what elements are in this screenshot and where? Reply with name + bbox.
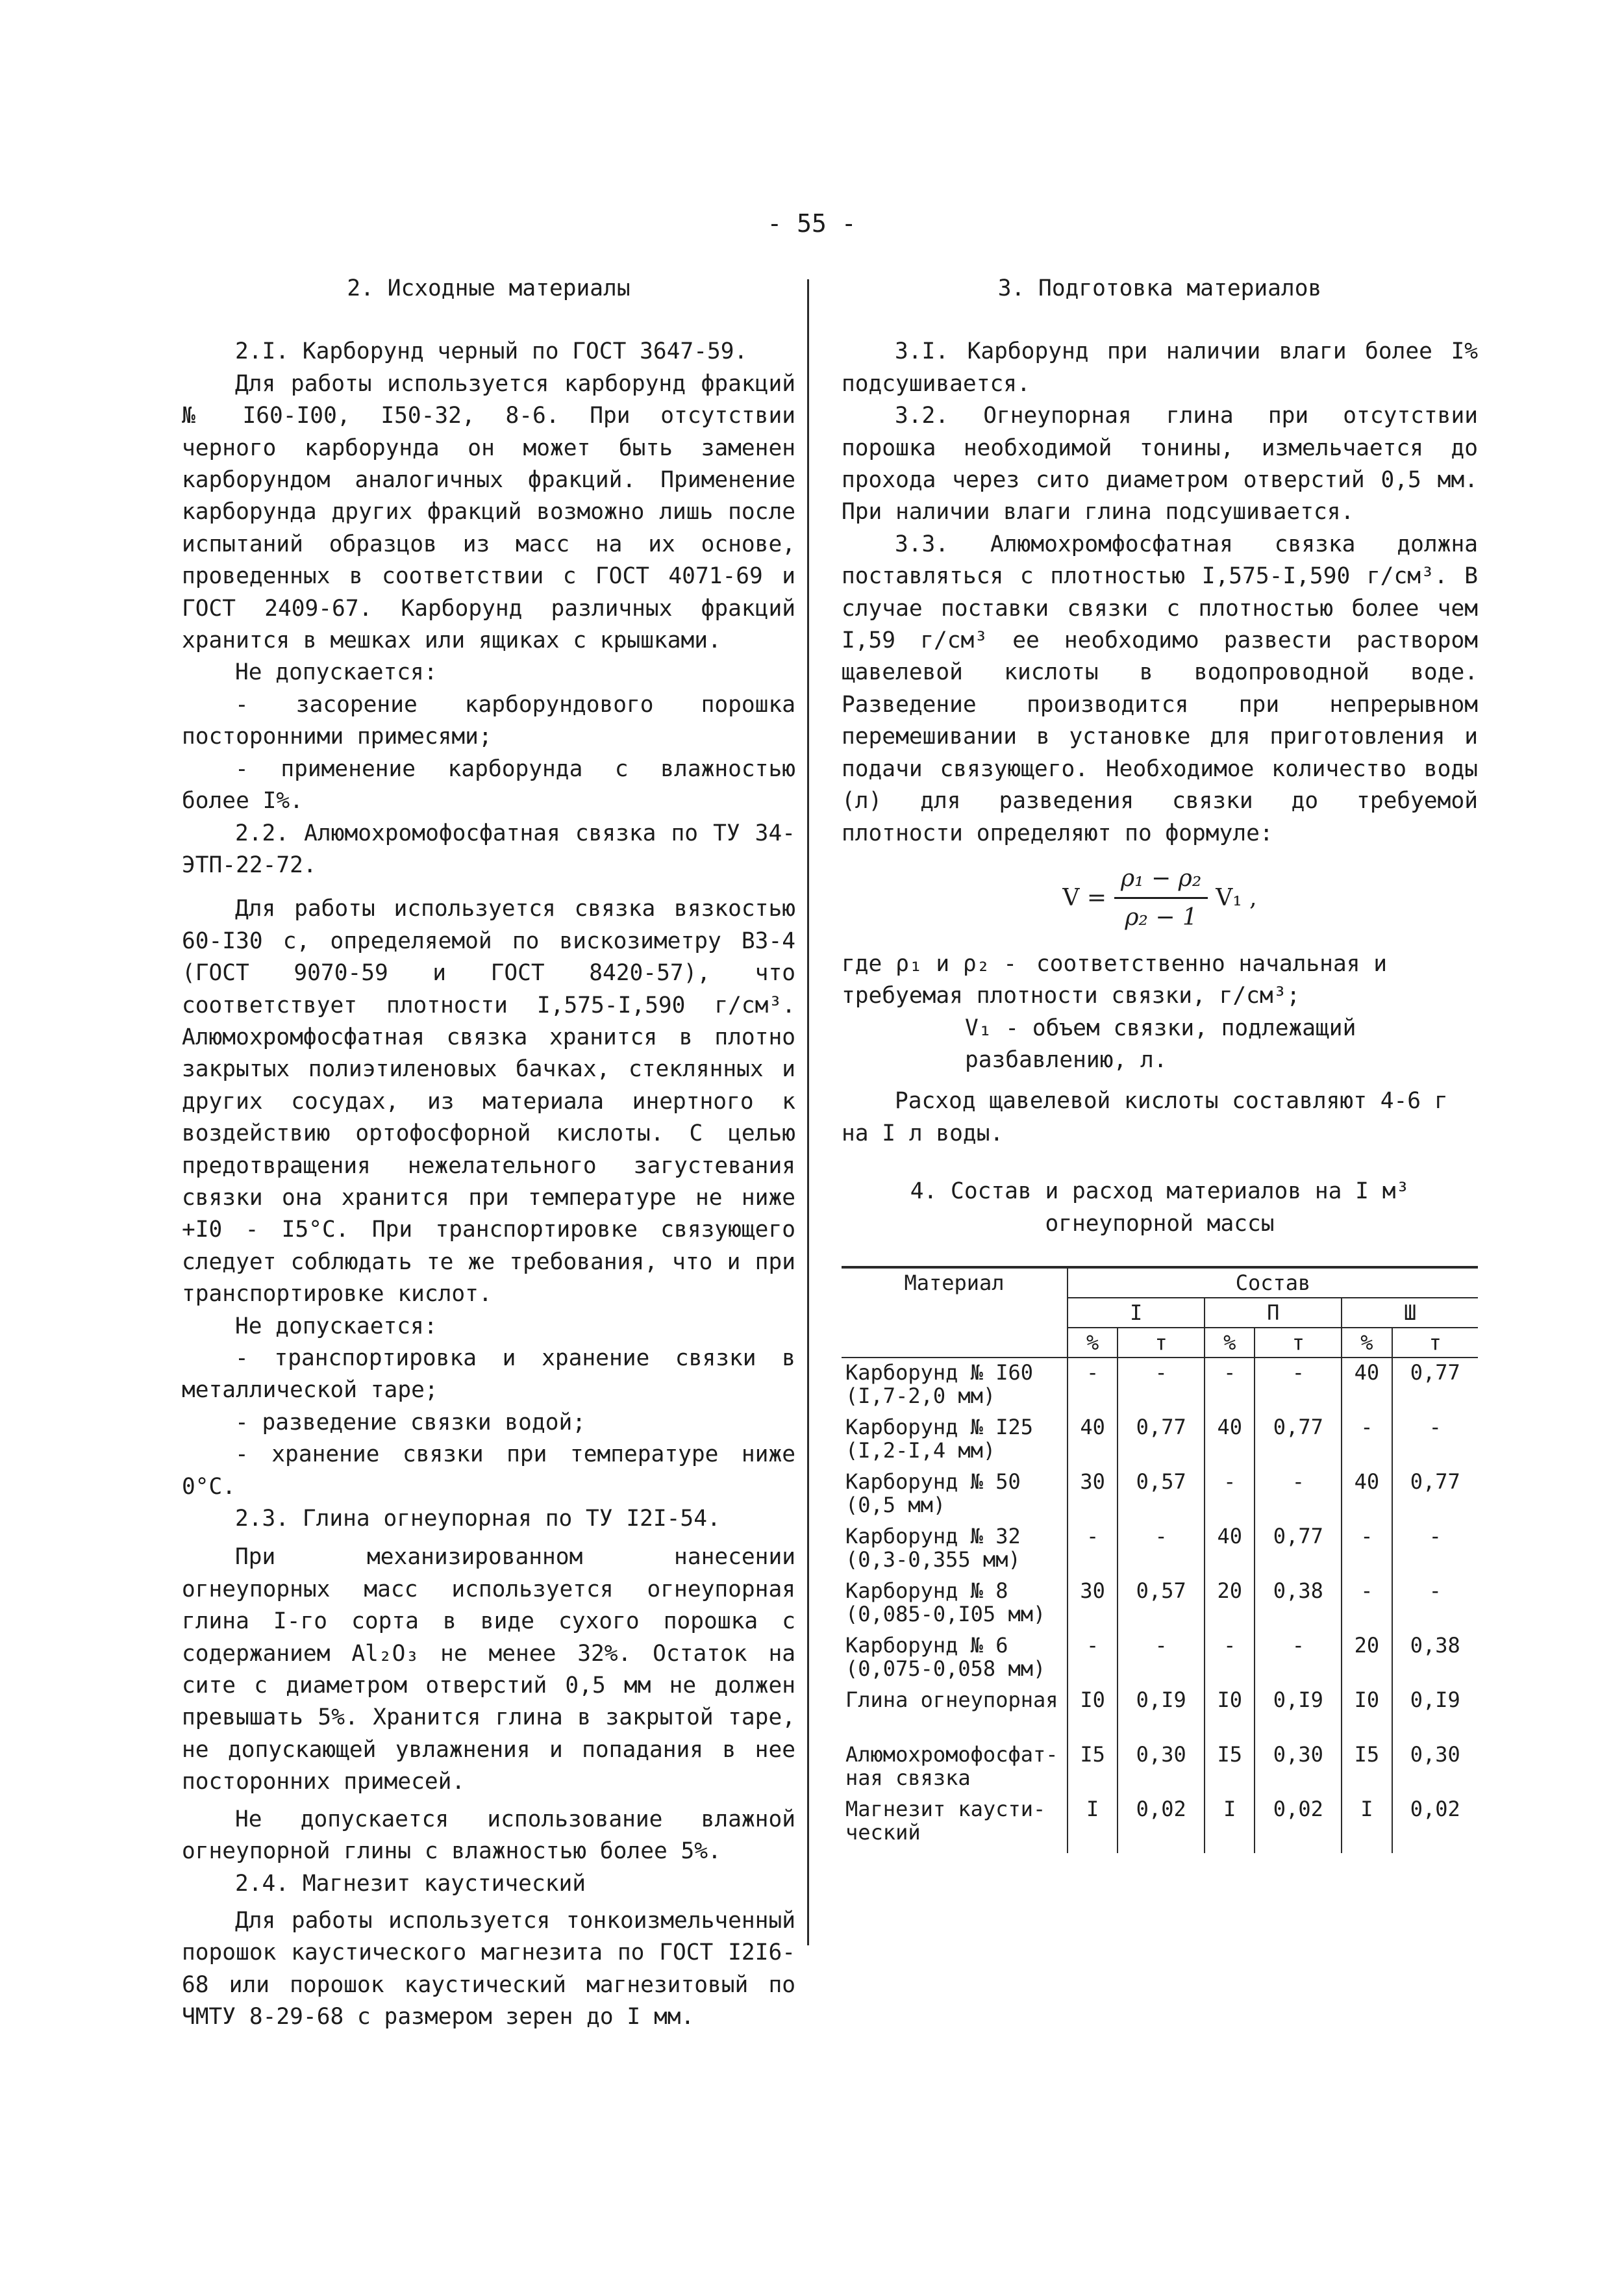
para-2-1: 2.I. Карборунд черный по ГОСТ 3647-59. — [235, 338, 748, 365]
t-cell: 0,77 — [1255, 1413, 1342, 1467]
pct-cell: - — [1205, 1358, 1255, 1413]
pct-cell: 40 — [1205, 1522, 1255, 1576]
pct-cell: 40 — [1342, 1467, 1392, 1522]
para-3-3: 3.3. Алюмохромфосфатная связка должна поставляться с плотностью I,575-I,590 г/см³. В случае поставки связки с плотностью более чем I,59 г/см³ ее необходимо развести раствором щавелевой кислоты в водопроводной воде. Разведение производится при непрерывном перемешивании в установке для приготовления и подачи связующего. Необходимое количество воды (л) для разведения связки до требуемой плотности определяют по формуле: — [842, 531, 1478, 846]
para-binder: Для работы используется связка вязкостью 60-I30 с, определяемой по вискозиметру ВЗ-4 (ГОСТ 9070-59 и ГОСТ 8420-57), что соответствует плотности I,575-I,590 г/см³. Алюмохромфосфатная связка хранится в плотно закрытых полиэтиленовых бачках, стеклянных и других сосудах, из материала инертного к воздействию ортофосфорной кислоты. С целью предотвращения нежелательного загустевания связки она хранится при температуре не ниже +I0 - I5°С. При транспортировке связующего следует соблюдать те же требования, что и при транспортировке кислот. — [182, 896, 795, 1308]
t-cell: 0,I9 — [1392, 1686, 1478, 1740]
t-cell: 0,77 — [1392, 1358, 1478, 1413]
material-name-line1: Карборунд № 8 — [845, 1578, 1008, 1603]
t-cell: 0,77 — [1255, 1522, 1342, 1576]
header-t: т — [1392, 1328, 1478, 1358]
para-2-4: 2.4. Магнезит каустический — [235, 1870, 586, 1897]
material-name — [842, 1631, 1068, 1686]
t-cell: - — [1118, 1522, 1205, 1576]
table-row — [842, 1631, 1478, 1686]
restriction-4: - разведение связки водой; — [235, 1409, 586, 1435]
para-3-2: 3.2. Огнеупорная глина при отсутствии порошка необходимой тонины, измельчается до прохода через сито диаметром отверстий 0,5 мм. При наличии влаги глина подсушивается. — [842, 403, 1478, 525]
header-t: т — [1118, 1328, 1205, 1358]
t-cell: 0,02 — [1118, 1795, 1205, 1853]
pct-cell: - — [1342, 1576, 1392, 1631]
restriction-3: - транспортировка и хранение связки в металлической таре; — [182, 1345, 795, 1404]
pct-cell: I — [1342, 1795, 1392, 1853]
pct-cell: I0 — [1342, 1686, 1392, 1740]
pct-cell: - — [1068, 1358, 1118, 1413]
materials-table-wrap — [842, 1266, 1478, 1853]
header-group-2: П — [1205, 1298, 1342, 1328]
formula-legend-rho — [842, 948, 1478, 1013]
header-group-3: Ш — [1342, 1298, 1478, 1328]
section-4-heading-line2: огнеупорной массы — [1045, 1210, 1275, 1237]
restriction-5: - хранение связки при температуре ниже 0°С. — [182, 1441, 795, 1500]
formula-lhs: V = — [1062, 885, 1107, 912]
para-magnesite: Для работы используется тонкоизмельченный порошок каустического магнезита по ГОСТ I2I6-68 или порошок каустический магнезитовый по ЧМТУ 8-29-68 с размером зерен до I мм. — [182, 1907, 795, 2030]
t-cell: 0,I9 — [1255, 1686, 1342, 1740]
formula-numerator: ρ₁ − ρ₂ — [1114, 863, 1208, 899]
t-cell: 0,02 — [1392, 1795, 1478, 1853]
t-cell: - — [1392, 1413, 1478, 1467]
dilution-formula — [842, 863, 1478, 934]
table-row — [842, 1740, 1478, 1795]
para-2-3: 2.3. Глина огнеупорная по ТУ I2I-54. — [235, 1506, 721, 1532]
t-cell: - — [1392, 1576, 1478, 1631]
material-name — [842, 1576, 1068, 1631]
material-name-line2: (0,5 мм) — [845, 1492, 946, 1517]
material-name-line1: Глина огнеупорная — [845, 1687, 1058, 1712]
t-cell: 0,57 — [1118, 1467, 1205, 1522]
material-name-line1: Карборунд № 50 — [845, 1469, 1021, 1494]
material-name-line2: (I,2-I,4 мм) — [845, 1437, 996, 1463]
material-name-line1: Алюмохромофосфат- — [845, 1741, 1058, 1767]
material-name-line1: Карборунд № 32 — [845, 1523, 1021, 1548]
t-cell: - — [1118, 1631, 1205, 1686]
t-cell: 0,38 — [1255, 1576, 1342, 1631]
t-cell: 0,57 — [1118, 1576, 1205, 1631]
page-number: - 55 - — [767, 209, 856, 238]
pct-cell: I5 — [1205, 1740, 1255, 1795]
t-cell: - — [1255, 1631, 1342, 1686]
pct-cell: - — [1068, 1631, 1118, 1686]
pct-cell: 40 — [1068, 1413, 1118, 1467]
materials-table — [842, 1266, 1478, 1853]
formula-legend-text: соответственно начальная и требуемая плотности связки, г/см³; — [842, 950, 1388, 1009]
material-name — [842, 1467, 1068, 1522]
t-cell: 0,77 — [1392, 1467, 1478, 1522]
table-row — [842, 1413, 1478, 1467]
t-cell: - — [1118, 1358, 1205, 1413]
header-pct: % — [1068, 1328, 1118, 1358]
restriction-2: - применение карборунда с влажностью более I%. — [182, 755, 795, 815]
t-cell: 0,77 — [1118, 1413, 1205, 1467]
material-name — [842, 1413, 1068, 1467]
t-cell: 0,30 — [1118, 1740, 1205, 1795]
table-row — [842, 1522, 1478, 1576]
materials-table-body — [842, 1358, 1478, 1853]
formula-rhs: V₁ , — [1216, 885, 1257, 912]
section-2-heading: 2. Исходные материалы — [347, 275, 631, 301]
pct-cell: 20 — [1342, 1631, 1392, 1686]
t-cell: - — [1392, 1522, 1478, 1576]
material-name-line2: (0,3-0,355 мм) — [845, 1547, 1021, 1572]
formula-fraction — [1114, 863, 1208, 934]
pct-cell: 40 — [1342, 1358, 1392, 1413]
header-t: т — [1255, 1328, 1342, 1358]
material-name-line2: (0,085-0,I05 мм) — [845, 1601, 1046, 1626]
t-cell: 0,30 — [1392, 1740, 1478, 1795]
material-name-line2: (I,7-2,0 мм) — [845, 1383, 996, 1408]
pct-cell: I5 — [1342, 1740, 1392, 1795]
material-name — [842, 1522, 1068, 1576]
pct-cell: 40 — [1205, 1413, 1255, 1467]
material-name — [842, 1358, 1068, 1413]
section-4-heading-line1: 4. Состав и расход материалов на I м³ — [910, 1178, 1410, 1205]
left-column — [182, 273, 795, 2034]
t-cell: 0,38 — [1392, 1631, 1478, 1686]
table-row — [842, 1795, 1478, 1853]
material-name-line1: Карборунд № I60 — [845, 1359, 1033, 1385]
para-3-1: 3.I. Карборунд при наличии влаги более I% подсушивается. — [842, 338, 1478, 397]
header-group-1: I — [1068, 1298, 1205, 1328]
material-name-line1: Карборунд № I25 — [845, 1414, 1033, 1439]
material-name-line2: (0,075-0,058 мм) — [845, 1656, 1046, 1681]
pct-cell: - — [1205, 1467, 1255, 1522]
pct-cell: - — [1068, 1522, 1118, 1576]
para-clay: При механизированном нанесении огнеупорных масс используется огнеупорная глина I-го сорта в виде сухого порошка с содержанием Al₂O₃ не менее 32%. Остаток на сите с диаметром отверстий 0,5 мм не должен превышать 5%. Хранится глина в закрытой таре, не допускающей увлажнения и попадания в нее посторонних примесей. — [182, 1544, 795, 1795]
para-clay-restriction: Не допускается использование влажной огнеупорной глины с влажностью более 5%. — [182, 1806, 795, 1865]
header-material: Материал — [842, 1267, 1068, 1358]
material-name-line2: ная связка — [845, 1765, 971, 1790]
pct-cell: - — [1205, 1631, 1255, 1686]
material-name — [842, 1740, 1068, 1795]
table-row — [842, 1576, 1478, 1631]
t-cell: 0,30 — [1255, 1740, 1342, 1795]
table-row — [842, 1686, 1478, 1740]
pct-cell: - — [1342, 1413, 1392, 1467]
material-name-line1: Карборунд № 6 — [845, 1632, 1008, 1658]
t-cell: - — [1255, 1467, 1342, 1522]
pct-cell: I0 — [1205, 1686, 1255, 1740]
pct-cell: I0 — [1068, 1686, 1118, 1740]
header-pct: % — [1205, 1328, 1255, 1358]
restriction-1: - засорение карборундового порошка посторонними примесями; — [182, 691, 795, 750]
pct-cell: 20 — [1205, 1576, 1255, 1631]
column-divider — [807, 279, 809, 1945]
pct-cell: 30 — [1068, 1467, 1118, 1522]
table-row — [842, 1358, 1478, 1413]
pct-cell: I — [1068, 1795, 1118, 1853]
para-2-2: 2.2. Алюмохромофосфатная связка по ТУ 34-ЭТП-22-72. — [182, 820, 795, 878]
para-oxalic: Расход щавелевой кислоты составляют 4-6 г на I л воды. — [842, 1088, 1448, 1146]
t-cell: - — [1255, 1358, 1342, 1413]
pct-cell: I — [1205, 1795, 1255, 1853]
material-name — [842, 1686, 1068, 1740]
header-pct: % — [1342, 1328, 1392, 1358]
pct-cell: I5 — [1068, 1740, 1118, 1795]
material-name-line1: Магнезит каусти- — [845, 1796, 1046, 1821]
section-3-heading: 3. Подготовка материалов — [997, 275, 1322, 301]
pct-cell: - — [1342, 1522, 1392, 1576]
formula-legend-v1: V₁ - объем связки, подлежащий разбавлению, л. — [965, 1015, 1356, 1073]
material-name-line2: ческий — [845, 1819, 921, 1845]
para-carborundum: Для работы используется карборунд фракций № I60-I00, I50-32, 8-6. При отсутствии черного карборунда он может быть заменен карборундом аналогичных фракций. Применение карборунда других фракций возможно лишь после испытаний образцов из масс на их основе, проведенных в соответствии с ГОСТ 4071-69 и ГОСТ 2409-67. Карборунд различных фракций хранится в мешках или ящиках с крышками. — [182, 370, 795, 654]
not-allowed-1: Не допускается: — [235, 659, 438, 686]
right-column — [842, 273, 1478, 1853]
formula-denominator: ρ₂ − 1 — [1125, 904, 1197, 931]
header-composition: Состав — [1068, 1267, 1478, 1298]
material-name — [842, 1795, 1068, 1853]
t-cell: 0,I9 — [1118, 1686, 1205, 1740]
pct-cell: 30 — [1068, 1576, 1118, 1631]
formula-legend-label: где ρ₁ и ρ₂ - — [842, 950, 1018, 977]
table-row — [842, 1467, 1478, 1522]
not-allowed-2: Не допускается: — [235, 1313, 438, 1339]
t-cell: 0,02 — [1255, 1795, 1342, 1853]
